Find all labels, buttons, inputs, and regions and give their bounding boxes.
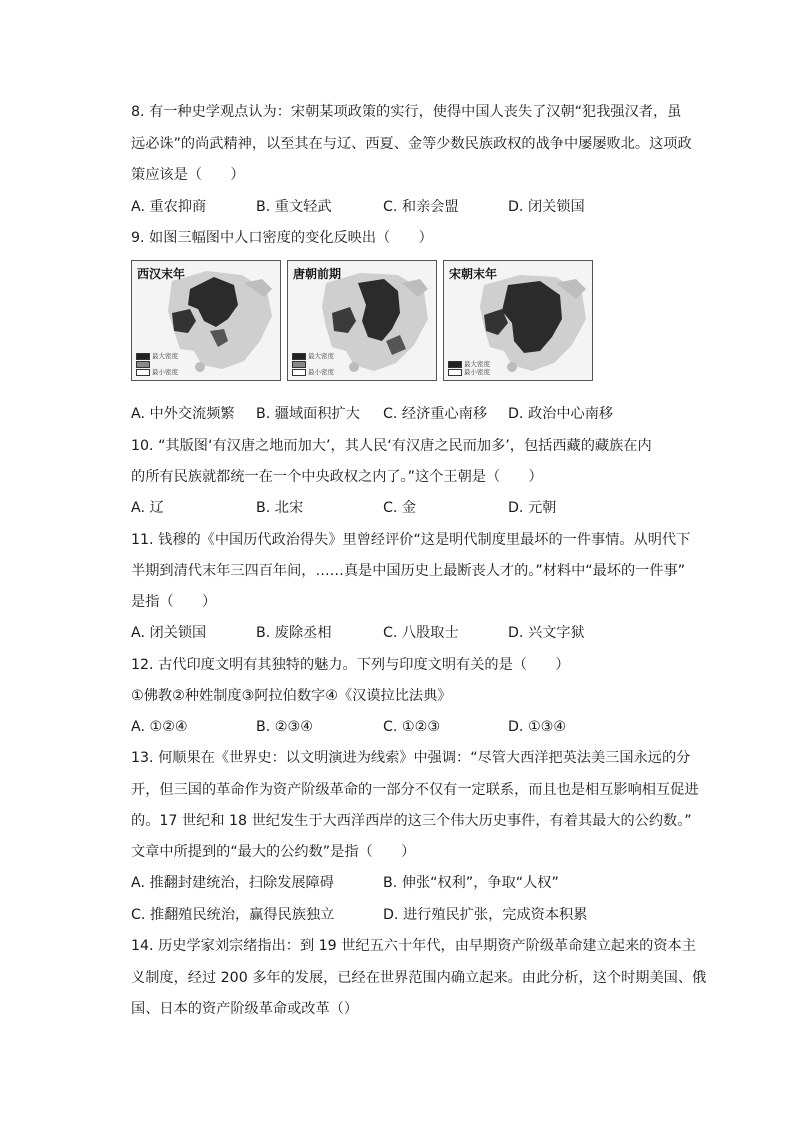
map-western-han xyxy=(131,260,281,381)
legend-row xyxy=(292,352,334,360)
q13-option-a: A. 推翻封建统治，扫除发展障碍 xyxy=(131,875,334,891)
q12-option-c: C. ①②③ xyxy=(383,719,441,735)
q8-option-d: D. 闭关锁国 xyxy=(508,199,585,215)
q8-stem-line-3: 策应该是（ ） xyxy=(131,167,245,183)
q13-option-d: D. 进行殖民扩张，完成资本积累 xyxy=(383,907,588,923)
map-late-song xyxy=(443,260,593,381)
q8-option-b: B. 重文轻武 xyxy=(256,199,332,215)
q10-option-c: C. 金 xyxy=(383,500,417,516)
legend-row xyxy=(292,360,334,368)
population-density-maps xyxy=(131,260,593,381)
map-western-han-title: 西汉末年 xyxy=(137,267,186,281)
q11-option-c: C. 八股取士 xyxy=(383,625,459,641)
q13-option-b: B. 伸张“权利”，争取“人权” xyxy=(383,875,559,891)
legend-row xyxy=(136,360,178,368)
q9-option-b: B. 疆域面积扩大 xyxy=(256,406,360,422)
q9-stem-line-1: 9. 如图三幅图中人口密度的变化反映出（ ） xyxy=(131,230,433,246)
q11-option-d: D. 兴文字狱 xyxy=(508,625,585,641)
map-late-song-title: 宋朝末年 xyxy=(449,267,498,281)
q9-option-d: D. 政治中心南移 xyxy=(508,406,614,422)
map-early-tang xyxy=(287,260,437,381)
map-late-song-legend xyxy=(448,360,490,376)
q10-option-b: B. 北宋 xyxy=(256,500,304,516)
legend-label-min: 最小密度 xyxy=(308,368,334,376)
legend-row xyxy=(448,368,490,376)
legend-row xyxy=(448,360,490,368)
legend-label-min: 最小密度 xyxy=(464,368,490,376)
q11-option-a: A. 闭关锁国 xyxy=(131,625,207,641)
q8-stem-line-2: 远必诛”的尚武精神，以至其在与辽、西夏、金等少数民族政权的战争中屡屡败北。这项政 xyxy=(131,136,692,152)
legend-label-max: 最大密度 xyxy=(464,360,490,368)
q13-option-c: C. 推翻殖民统治，赢得民族独立 xyxy=(131,907,335,923)
q12-option-a: A. ①②④ xyxy=(131,719,188,735)
q8-option-c: C. 和亲会盟 xyxy=(383,199,459,215)
legend-row xyxy=(136,368,178,376)
q14-stem-line-1: 14. 历史学家刘宗绪指出：到 19 世纪五六十年代，由早期资产阶级革命建立起来的资本主 xyxy=(131,938,696,954)
legend-label-max: 最大密度 xyxy=(308,352,334,360)
q9-option-a: A. 中外交流频繁 xyxy=(131,406,235,422)
q14-stem-line-2: 义制度，经过 200 多年的发展，已经在世界范围内确立起来。由此分析，这个时期美国、俄 xyxy=(131,970,707,986)
q13-stem-line-2: 开，但三国的革命作为资产阶级革命的一部分不仅有一定联系，而且也是相互影响相互促进 xyxy=(131,782,699,798)
q8-option-a: A. 重农抑商 xyxy=(131,199,207,215)
q10-stem-line-2: 的所有民族就都统一在一个中央政权之内了。”这个王朝是（ ） xyxy=(131,469,543,485)
q11-stem-line-3: 是指（ ） xyxy=(131,594,217,610)
legend-label-max: 最大密度 xyxy=(152,352,178,360)
map-western-han-legend xyxy=(136,352,178,376)
q10-stem-line-1: 10. “其版图‘有汉唐之地而加大’，其人民‘有汉唐之民而加多’，包括西藏的藏族在内 xyxy=(131,438,652,454)
q12-stem-line-1: 12. 古代印度文明有其独特的魅力。下列与印度文明有关的是（ ） xyxy=(131,657,570,673)
legend-row xyxy=(136,352,178,360)
q12-option-b: B. ②③④ xyxy=(256,719,313,735)
q12-stem-line-2: ①佛教②种姓制度③阿拉伯数字④《汉谟拉比法典》 xyxy=(131,688,452,704)
q11-stem-line-1: 11. 钱穆的《中国历代政治得失》里曾经评价“这是明代制度里最坏的一件事情。从明代下 xyxy=(131,532,691,548)
q14-stem-line-3: 国、日本的资产阶级革命或改革（） xyxy=(131,1001,359,1017)
q9-option-c: C. 经济重心南移 xyxy=(383,406,488,422)
map-early-tang-legend xyxy=(292,352,334,376)
q8-stem-line-1: 8. 有一种史学观点认为：宋朝某项政策的实行，使得中国人丧失了汉朝“犯我强汉者，虽 xyxy=(131,104,682,120)
q11-stem-line-2: 半期到清代末年三四百年间，……真是中国历史上最断丧人才的。”材料中“最坏的一件事” xyxy=(131,563,686,579)
q13-stem-line-1: 13. 何顺果在《世界史：以文明演进为线索》中强调：“尽管大西洋把英法美三国永远的分 xyxy=(131,750,691,766)
map-early-tang-title: 唐朝前期 xyxy=(293,267,342,281)
q13-stem-line-3: 的。17 世纪和 18 世纪发生于大西洋西岸的这三个伟大历史事件，有着其最大的公约数。” xyxy=(131,813,692,829)
q10-option-d: D. 元朝 xyxy=(508,500,557,516)
legend-label-min: 最小密度 xyxy=(152,368,178,376)
q13-stem-line-4: 文章中所提到的“最大的公约数”是指（ ） xyxy=(131,844,416,860)
legend-row xyxy=(292,368,334,376)
q12-option-d: D. ①③④ xyxy=(508,719,567,735)
q11-option-b: B. 废除丞相 xyxy=(256,625,332,641)
q10-option-a: A. 辽 xyxy=(131,500,164,516)
